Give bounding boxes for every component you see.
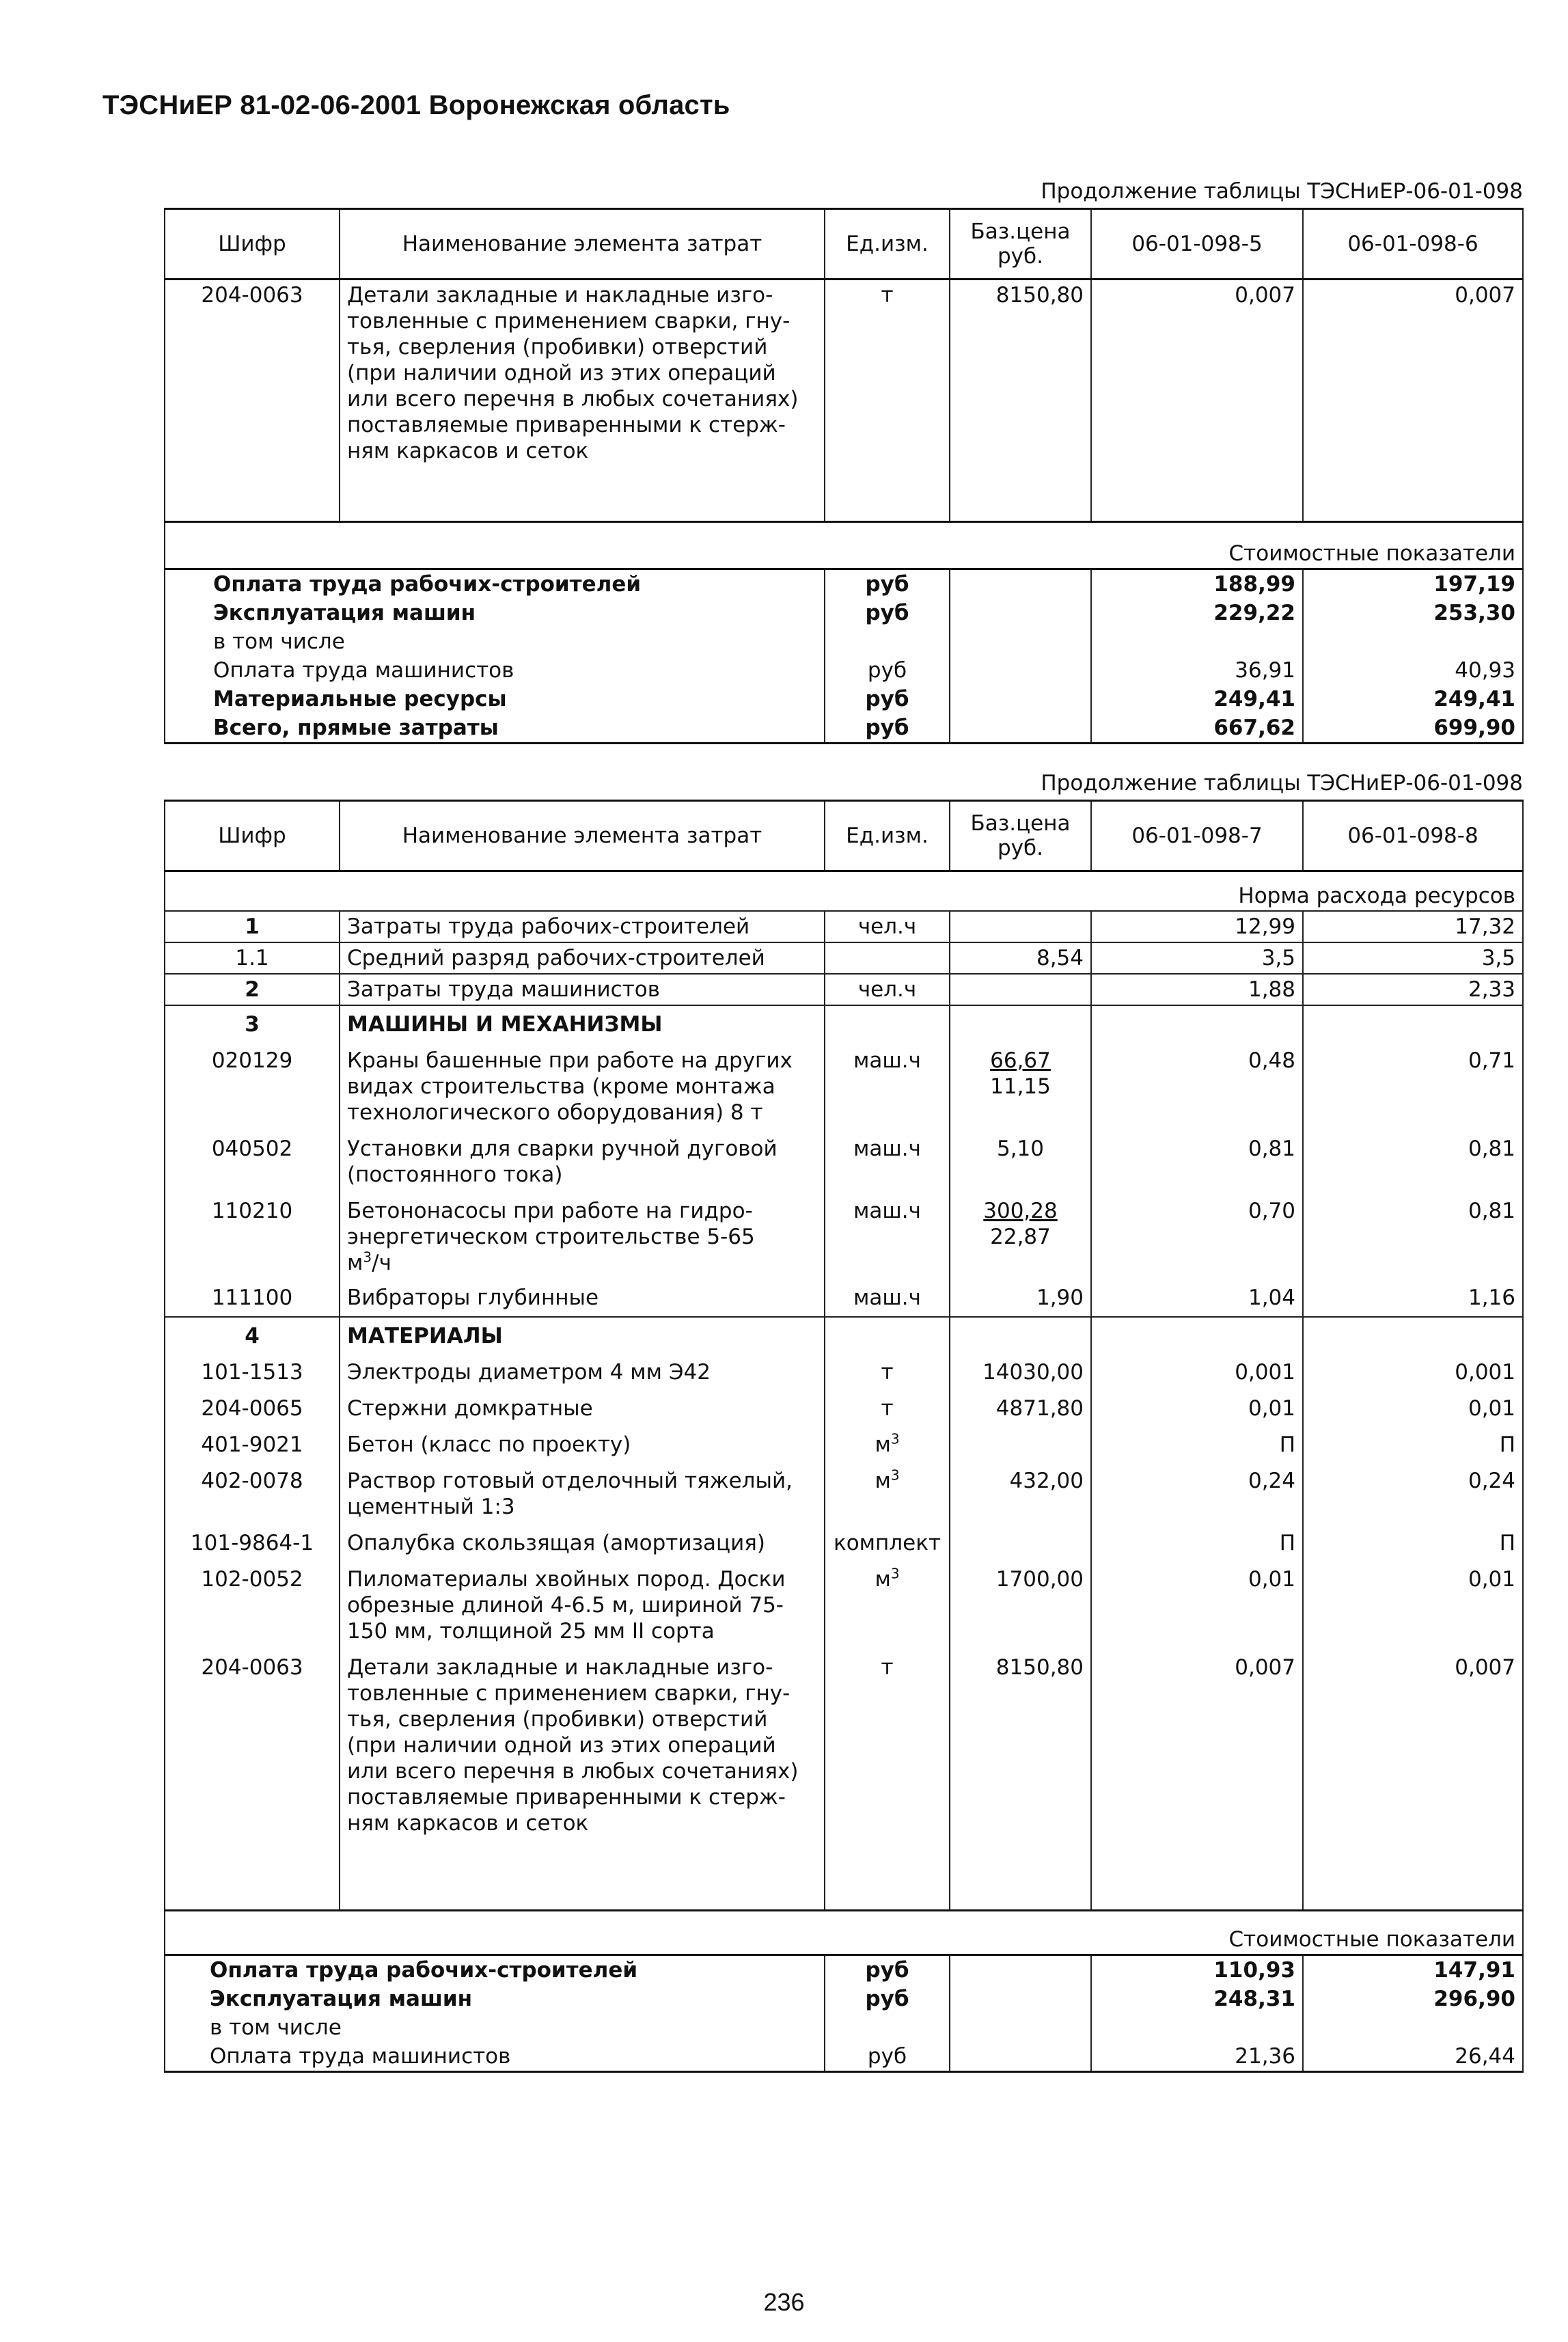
cost-value-8: 296,90	[1303, 1985, 1523, 2013]
cost-name: в том числе	[165, 2013, 825, 2042]
table-row	[165, 1387, 1523, 1424]
row-value-5: 0,007	[1091, 280, 1303, 522]
cost-name: Оплата труда рабочих-строителей	[165, 569, 825, 599]
row-value-7: 0,007	[1091, 1646, 1303, 1911]
row-unit	[825, 942, 950, 974]
cost-value-6: 40,93	[1303, 656, 1523, 685]
row-price: 1700,00	[950, 1558, 1091, 1646]
row-value-8: 1,16	[1303, 1278, 1523, 1317]
row-value-7: 0,001	[1091, 1351, 1303, 1387]
price-wage: 11,15	[990, 1074, 1051, 1099]
row-code: 204-0063	[165, 1646, 340, 1911]
row-code: 111100	[165, 1278, 340, 1317]
row-code: 204-0065	[165, 1387, 340, 1424]
cost-row	[165, 569, 1523, 599]
price-total: 300,28	[983, 1199, 1058, 1223]
row-code: 402-0078	[165, 1460, 340, 1522]
row-price: 14030,00	[950, 1351, 1091, 1387]
cost-name: в том числе	[165, 627, 825, 656]
table-row	[165, 1190, 1523, 1278]
table-row	[165, 1460, 1523, 1522]
cost-indicators-label: Стоимостные показатели	[1091, 1911, 1523, 1955]
row-name-cell	[340, 1190, 825, 1278]
cost-value-5	[1091, 627, 1303, 656]
row-name: Бетононасосы при работе на гидро- энергетическом строительстве 5-65	[347, 1199, 755, 1249]
row-code: 204-0063	[165, 280, 340, 522]
row-unit: чел.ч	[825, 911, 950, 942]
cost-value-5: 229,22	[1091, 599, 1303, 627]
row-value-8: П	[1303, 1522, 1523, 1558]
row-value-7: П	[1091, 1424, 1303, 1460]
document-header: ТЭСНиЕР 81-02-06-2001 Воронежская область	[102, 90, 730, 120]
row-value-7: 0,48	[1091, 1039, 1303, 1128]
price-header-line1: Баз.цена	[970, 811, 1071, 836]
norm-label: Норма расхода ресурсов	[1091, 871, 1523, 912]
row-name-unit-end: /ч	[372, 1251, 391, 1275]
row-name: Детали закладные и накладные изго- товленные с применением сварки, гну- тья, сверления (пробивки) отверстий (при наличии одной из этих операций или всего перечня в любых сочетаниях) поставляемые приваренными к стерж- ням каркасов и сеток	[340, 280, 825, 522]
col-norm-6-header: 06-01-098-6	[1303, 209, 1523, 280]
row-price: 432,00	[950, 1460, 1091, 1522]
table1-header-row	[165, 209, 1523, 280]
row-price	[950, 1190, 1091, 1278]
cost-value-5: 249,41	[1091, 685, 1303, 713]
row-code: 020129	[165, 1039, 340, 1128]
row-value-8: 0,001	[1303, 1351, 1523, 1387]
row-name: Электроды диаметром 4 мм Э42	[340, 1351, 825, 1387]
table-row	[165, 974, 1523, 1005]
cost-row	[165, 599, 1523, 627]
row-value-7: П	[1091, 1522, 1303, 1558]
cost-value-7	[1091, 2013, 1303, 2042]
row-value-8: 0,01	[1303, 1558, 1523, 1646]
row-code: 102-0052	[165, 1558, 340, 1646]
row-name: Бетон (класс по проекту)	[340, 1424, 825, 1460]
row-value-7: 3,5	[1091, 942, 1303, 974]
row-value-8: 2,33	[1303, 974, 1523, 1005]
cost-value-7: 248,31	[1091, 1985, 1303, 2013]
cost-unit: руб	[825, 569, 950, 599]
row-name: Пиломатериалы хвойных пород. Доски обрезные длиной 4-6.5 м, шириной 75- 150 мм, толщиной 25 мм II сорта	[340, 1558, 825, 1646]
row-name: Раствор готовый отделочный тяжелый, цементный 1:3	[340, 1460, 825, 1522]
price-total: 66,67	[990, 1048, 1051, 1073]
cost-unit: руб	[825, 599, 950, 627]
col-price-header	[950, 801, 1091, 871]
row-code: 1.1	[165, 942, 340, 974]
row-price: 8150,80	[950, 1646, 1091, 1911]
table2-header-row	[165, 801, 1523, 871]
table-row	[165, 1424, 1523, 1460]
table-row	[165, 1351, 1523, 1387]
table-row	[165, 1039, 1523, 1128]
row-unit: м	[875, 1567, 891, 1592]
section-title: МАШИНЫ И МЕХАНИЗМЫ	[340, 1005, 825, 1039]
section-code: 4	[165, 1317, 340, 1351]
row-code: 040502	[165, 1128, 340, 1190]
row-name: Краны башенные при работе на других видах строительства (кроме монтажа технологического оборудования) 8 т	[340, 1039, 825, 1128]
cost-row	[165, 1985, 1523, 2013]
cost-name: Эксплуатация машин	[165, 1985, 825, 2013]
row-value-8: 0,01	[1303, 1387, 1523, 1424]
row-unit-power: 3	[890, 1430, 900, 1447]
row-unit: м	[875, 1432, 891, 1457]
cost-value-8: 147,91	[1303, 1955, 1523, 1985]
row-value-7: 1,04	[1091, 1278, 1303, 1317]
cost-name: Оплата труда машинистов	[165, 2042, 825, 2072]
row-code: 110210	[165, 1190, 340, 1278]
section-materials-header	[165, 1317, 1523, 1351]
table-row	[165, 911, 1523, 942]
norm-band	[165, 871, 1523, 912]
cost-row	[165, 1955, 1523, 1985]
row-unit: маш.ч	[825, 1128, 950, 1190]
row-name: Вибраторы глубинные	[340, 1278, 825, 1317]
page-number: 236	[763, 2288, 805, 2316]
cost-indicators-band	[165, 522, 1523, 569]
row-value-7: 0,01	[1091, 1558, 1303, 1646]
row-value-8: 0,007	[1303, 1646, 1523, 1911]
row-code: 1	[165, 911, 340, 942]
row-value-7: 0,81	[1091, 1128, 1303, 1190]
row-value-8: 17,32	[1303, 911, 1523, 942]
col-unit-header: Ед.изм.	[825, 801, 950, 871]
cost-value-7: 21,36	[1091, 2042, 1303, 2072]
table2-continuation-caption: Продолжение таблицы ТЭСНиЕР-06-01-098	[1041, 771, 1523, 795]
price-wage: 22,87	[990, 1225, 1051, 1249]
cost-unit: руб	[825, 656, 950, 685]
row-unit: маш.ч	[825, 1190, 950, 1278]
col-code-header: Шифр	[165, 209, 340, 280]
row-price	[950, 1039, 1091, 1128]
cost-row	[165, 685, 1523, 713]
col-code-header: Шифр	[165, 801, 340, 871]
cost-name: Всего, прямые затраты	[165, 713, 825, 744]
row-value-7: 0,01	[1091, 1387, 1303, 1424]
cost-value-6: 249,41	[1303, 685, 1523, 713]
row-value-8: 3,5	[1303, 942, 1523, 974]
row-unit-cell	[825, 1460, 950, 1522]
row-name: Затраты труда рабочих-строителей	[340, 911, 825, 942]
row-value-8: П	[1303, 1424, 1523, 1460]
cost-row	[165, 627, 1523, 656]
cost-value-6: 699,90	[1303, 713, 1523, 744]
row-value-7: 12,99	[1091, 911, 1303, 942]
table-row	[165, 1278, 1523, 1317]
cost-value-5: 36,91	[1091, 656, 1303, 685]
cost-value-5: 667,62	[1091, 713, 1303, 744]
row-unit: т	[825, 1646, 950, 1911]
row-unit: т	[825, 280, 950, 522]
cost-value-5: 188,99	[1091, 569, 1303, 599]
resource-table-1	[164, 208, 1524, 744]
row-unit-power: 3	[890, 1467, 900, 1484]
row-unit-power: 3	[890, 1565, 900, 1582]
row-price: 8,54	[950, 942, 1091, 974]
cost-name: Оплата труда рабочих-строителей	[165, 1955, 825, 1985]
row-price	[950, 1522, 1091, 1558]
cost-row-total	[165, 713, 1523, 744]
cost-value-6	[1303, 627, 1523, 656]
row-code: 101-1513	[165, 1351, 340, 1387]
cost-unit: руб	[825, 1955, 950, 1985]
table-row	[165, 1128, 1523, 1190]
cost-value-6: 197,19	[1303, 569, 1523, 599]
cost-value-7: 110,93	[1091, 1955, 1303, 1985]
cost-name: Эксплуатация машин	[165, 599, 825, 627]
table-row	[165, 1522, 1523, 1558]
row-unit-cell	[825, 1424, 950, 1460]
row-value-7: 0,70	[1091, 1190, 1303, 1278]
row-price: 5,10	[950, 1128, 1091, 1190]
row-code: 2	[165, 974, 340, 1005]
row-unit: чел.ч	[825, 974, 950, 1005]
resource-table-2	[164, 800, 1524, 2073]
row-name: Установки для сварки ручной дуговой (постоянного тока)	[340, 1128, 825, 1190]
row-value-6: 0,007	[1303, 280, 1523, 522]
row-name-unit: м	[347, 1251, 363, 1275]
row-value-7: 0,24	[1091, 1460, 1303, 1522]
row-code: 101-9864-1	[165, 1522, 340, 1558]
cost-unit: руб	[825, 2042, 950, 2072]
row-value-8: 0,71	[1303, 1039, 1523, 1128]
cost-name: Материальные ресурсы	[165, 685, 825, 713]
price-header-line1: Баз.цена	[970, 219, 1071, 244]
row-code: 401-9021	[165, 1424, 340, 1460]
cost-indicators-label: Стоимостные показатели	[1091, 522, 1523, 569]
col-norm-5-header: 06-01-098-5	[1091, 209, 1303, 280]
row-name: Опалубка скользящая (амортизация)	[340, 1522, 825, 1558]
row-price	[950, 1424, 1091, 1460]
col-norm-8-header: 06-01-098-8	[1303, 801, 1523, 871]
table1-continuation-caption: Продолжение таблицы ТЭСНиЕР-06-01-098	[1041, 179, 1523, 204]
price-header-line2: руб.	[998, 244, 1043, 269]
cost-value-8: 26,44	[1303, 2042, 1523, 2072]
cost-indicators-band	[165, 1911, 1523, 1955]
row-price: 1,90	[950, 1278, 1091, 1317]
section-code: 3	[165, 1005, 340, 1039]
cost-unit: руб	[825, 713, 950, 744]
row-price: 8150,80	[950, 280, 1091, 522]
row-value-7: 1,88	[1091, 974, 1303, 1005]
col-name-header: Наименование элемента затрат	[340, 801, 825, 871]
row-price	[950, 911, 1091, 942]
row-price	[950, 974, 1091, 1005]
table-row	[165, 942, 1523, 974]
row-unit: т	[825, 1387, 950, 1424]
table-row	[165, 280, 1523, 522]
table-row	[165, 1646, 1523, 1911]
row-name: Детали закладные и накладные изго- товленные с применением сварки, гну- тья, сверления (пробивки) отверстий (при наличии одной из этих операций или всего перечня в любых сочетаниях) поставляемые приваренными к стерж- ням каркасов и сеток	[340, 1646, 825, 1911]
cost-unit	[825, 2013, 950, 2042]
row-name: Средний разряд рабочих-строителей	[340, 942, 825, 974]
row-unit: маш.ч	[825, 1039, 950, 1128]
row-value-8: 0,81	[1303, 1190, 1523, 1278]
row-unit: маш.ч	[825, 1278, 950, 1317]
cost-value-8	[1303, 2013, 1523, 2042]
row-name-unit-power: 3	[363, 1249, 372, 1266]
section-machines-header	[165, 1005, 1523, 1039]
col-norm-7-header: 06-01-098-7	[1091, 801, 1303, 871]
cost-unit	[825, 627, 950, 656]
row-unit: комплект	[825, 1522, 950, 1558]
col-price-header	[950, 209, 1091, 280]
row-name: Затраты труда машинистов	[340, 974, 825, 1005]
row-unit-cell	[825, 1558, 950, 1646]
cost-row	[165, 2013, 1523, 2042]
cost-unit: руб	[825, 1985, 950, 2013]
section-title: МАТЕРИАЛЫ	[340, 1317, 825, 1351]
cost-row	[165, 2042, 1523, 2072]
col-name-header: Наименование элемента затрат	[340, 209, 825, 280]
row-price: 4871,80	[950, 1387, 1091, 1424]
row-unit: т	[825, 1351, 950, 1387]
row-unit: м	[875, 1469, 891, 1493]
cost-value-6: 253,30	[1303, 599, 1523, 627]
row-value-8: 0,24	[1303, 1460, 1523, 1522]
cost-row	[165, 656, 1523, 685]
cost-unit: руб	[825, 685, 950, 713]
price-header-line2: руб.	[998, 836, 1043, 860]
cost-name: Оплата труда машинистов	[165, 656, 825, 685]
table-row	[165, 1558, 1523, 1646]
row-value-8: 0,81	[1303, 1128, 1523, 1190]
row-name: Стержни домкратные	[340, 1387, 825, 1424]
col-unit-header: Ед.изм.	[825, 209, 950, 280]
